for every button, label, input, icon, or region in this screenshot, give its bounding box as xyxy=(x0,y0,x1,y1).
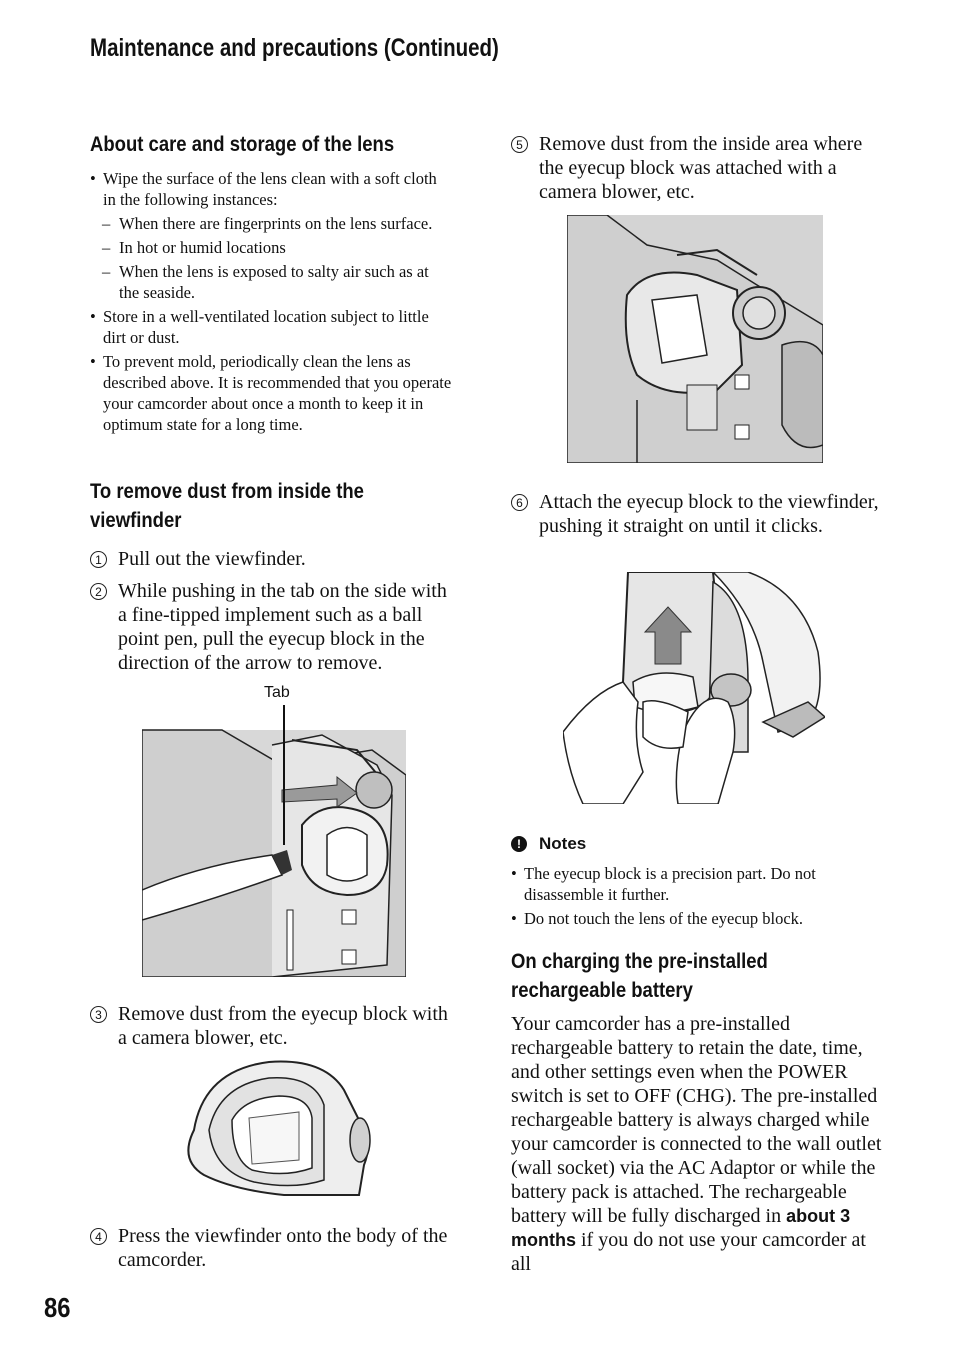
note-item-2: • Do not touch the lens of the eyecup block. xyxy=(511,908,881,929)
battery-paragraph-emphasis: about 3 months xyxy=(511,1206,851,1250)
step-4-number: 4 xyxy=(90,1228,107,1245)
step-6 xyxy=(511,490,881,538)
eyecup-block-illustration xyxy=(174,1060,376,1196)
step-4 xyxy=(90,1224,452,1272)
step-6-text: Attach the eyecup block to the viewfinder, pushing it straight on until it clicks. xyxy=(539,491,879,537)
page-header-title: Maintenance and precautions (Continued) xyxy=(90,34,499,62)
step-5-number: 5 xyxy=(511,136,528,153)
notes-list xyxy=(511,863,881,932)
lens-bullet-wipe-text: Wipe the surface of the lens clean with a soft cloth in the following instances: xyxy=(103,169,437,209)
eyecup-removal-illustration xyxy=(142,705,406,977)
note-item-1: • The eyecup block is a precision part. Do not disassemble it further. xyxy=(511,863,881,905)
lens-care-list xyxy=(90,168,452,438)
eyecup-attach-illustration xyxy=(563,572,825,804)
step-4-text: Press the viewfinder onto the body of the camcorder. xyxy=(118,1225,448,1271)
lens-bullet-mold: • To prevent mold, periodically clean the lens as described above. It is recommended that you operate your camcorder about once a month to keep it in optimum state for a long time. xyxy=(90,351,452,435)
battery-heading: On charging the pre-installed rechargeable battery xyxy=(511,949,768,1002)
step-5 xyxy=(511,132,881,204)
step-1-text: Pull out the viewfinder. xyxy=(118,548,306,570)
battery-paragraph-text-1: Your camcorder has a pre-installed rechargeable battery to retain the date, time, and other settings even when the POWER switch is set to OFF (CHG). The pre-installed rechargeable battery is always charged while your camcorder is connected to the wall outlet (wall socket) via the AC Adaptor or while the battery pack is attached. The rechargeable battery will be fully discharged in xyxy=(511,1013,882,1227)
lens-sub-salty: – When the lens is exposed to salty air such as at the seaside. xyxy=(90,261,452,303)
battery-paragraph xyxy=(511,1012,883,1276)
step-1 xyxy=(90,547,452,571)
notes-header xyxy=(511,834,586,854)
step-3-text: Remove dust from the eyecup block with a camera blower, etc. xyxy=(118,1003,448,1049)
step-3-number: 3 xyxy=(90,1006,107,1023)
lens-bullet-wipe xyxy=(90,168,452,303)
step-2 xyxy=(90,579,452,675)
step-1-number: 1 xyxy=(90,551,107,568)
step-6-number: 6 xyxy=(511,494,528,511)
lens-care-heading: About care and storage of the lens xyxy=(90,132,395,156)
step-2-text: While pushing in the tab on the side with a fine-tipped implement such as a ball point pen, pull the eyecup block in the direction of the arrow to remove. xyxy=(118,580,447,674)
lens-sub-fingerprints: – When there are fingerprints on the lens surface. xyxy=(90,213,452,234)
lens-sub-humid: – In hot or humid locations xyxy=(90,237,452,258)
viewfinder-heading: To remove dust from inside the viewfinder xyxy=(90,479,364,532)
lens-bullet-store: • Store in a well-ventilated location subject to little dirt or dust. xyxy=(90,306,452,348)
viewfinder-interior-illustration xyxy=(567,215,823,463)
notes-icon: ! xyxy=(511,836,527,852)
battery-paragraph-text-2: if you do not use your camcorder at all xyxy=(511,1229,866,1275)
step-5-text: Remove dust from the inside area where the eyecup block was attached with a camera blower, etc. xyxy=(539,133,863,203)
step-3 xyxy=(90,1002,452,1050)
tab-label: Tab xyxy=(264,684,290,701)
notes-title: Notes xyxy=(539,834,587,853)
page-number: 86 xyxy=(44,1292,71,1323)
step-2-number: 2 xyxy=(90,583,107,600)
